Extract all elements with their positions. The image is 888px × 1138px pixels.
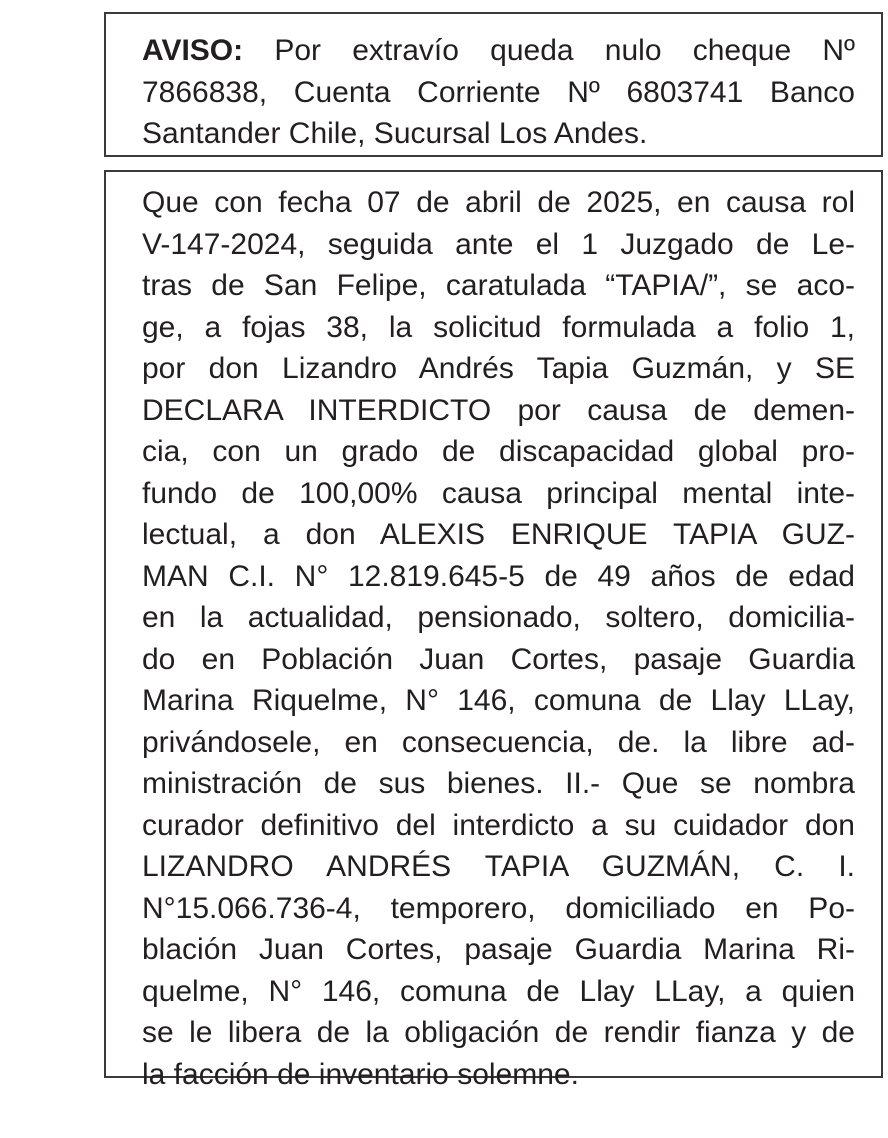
notice-line: N°15.066.736-4, temporero, domiciliado en Po- (142, 891, 855, 925)
notice-line: la facción de inventario solemne. (142, 1057, 579, 1091)
notice-line: Que con fecha 07 de abril de 2025, en causa rol (142, 186, 855, 219)
notice-line: MAN C.I. N° 12.819.645-5 de 49 años de edad (142, 559, 855, 593)
lost-check-notice (104, 12, 883, 157)
notice-line: 7866838, Cuenta Corriente Nº 6803741 Banco (142, 75, 855, 109)
notice-line: AVISO: Por extravío queda nulo cheque Nº (142, 34, 855, 67)
notice-line: privándosele, en consecuencia, de. la libre ad- (142, 725, 855, 759)
notice-line: DECLARA INTERDICTO por causa de demen- (142, 393, 855, 427)
notice-line: por don Lizandro Andrés Tapia Guzmán, y SE (142, 352, 855, 385)
notice-line: fundo de 100,00% causa principal mental inte- (142, 476, 855, 510)
notice-line: ministración de sus bienes. II.- Que se nombra (142, 767, 855, 800)
notice-line: cia, con un grado de discapacidad global pro- (142, 435, 855, 468)
notice-line: en la actualidad, pensionado, soltero, domicilia- (142, 601, 855, 634)
notice-line: Marina Riquelme, N° 146, comuna de Llay LLay, (142, 684, 855, 717)
notice-line: do en Población Juan Cortes, pasaje Guardia (142, 642, 855, 676)
notice-line: V-147-2024, seguida ante el 1 Juzgado de Le- (142, 227, 855, 261)
interdiction-notice (104, 170, 883, 1091)
notice-label: AVISO: (142, 34, 244, 67)
notice-line: ge, a fojas 38, la solicitud formulada a folio 1, (142, 310, 855, 344)
notice-line: tras de San Felipe, caratulada “TAPIA/”, se aco- (142, 269, 855, 302)
notice-line: quelme, N° 146, comuna de Llay LLay, a quien (142, 974, 855, 1008)
notice-line: se le libera de la obligación de rendir fianza y de (142, 1016, 855, 1049)
notice-line: curador definitivo del interdicto a su cuidador don (142, 808, 855, 842)
notice-line: lectual, a don ALEXIS ENRIQUE TAPIA GUZ- (142, 518, 855, 551)
notice-line: LIZANDRO ANDRÉS TAPIA GUZMÁN, C. I. (142, 850, 855, 883)
notice-line: Santander Chile, Sucursal Los Andes. (142, 117, 648, 150)
notice-line: blación Juan Cortes, pasaje Guardia Marina Ri- (142, 933, 855, 966)
